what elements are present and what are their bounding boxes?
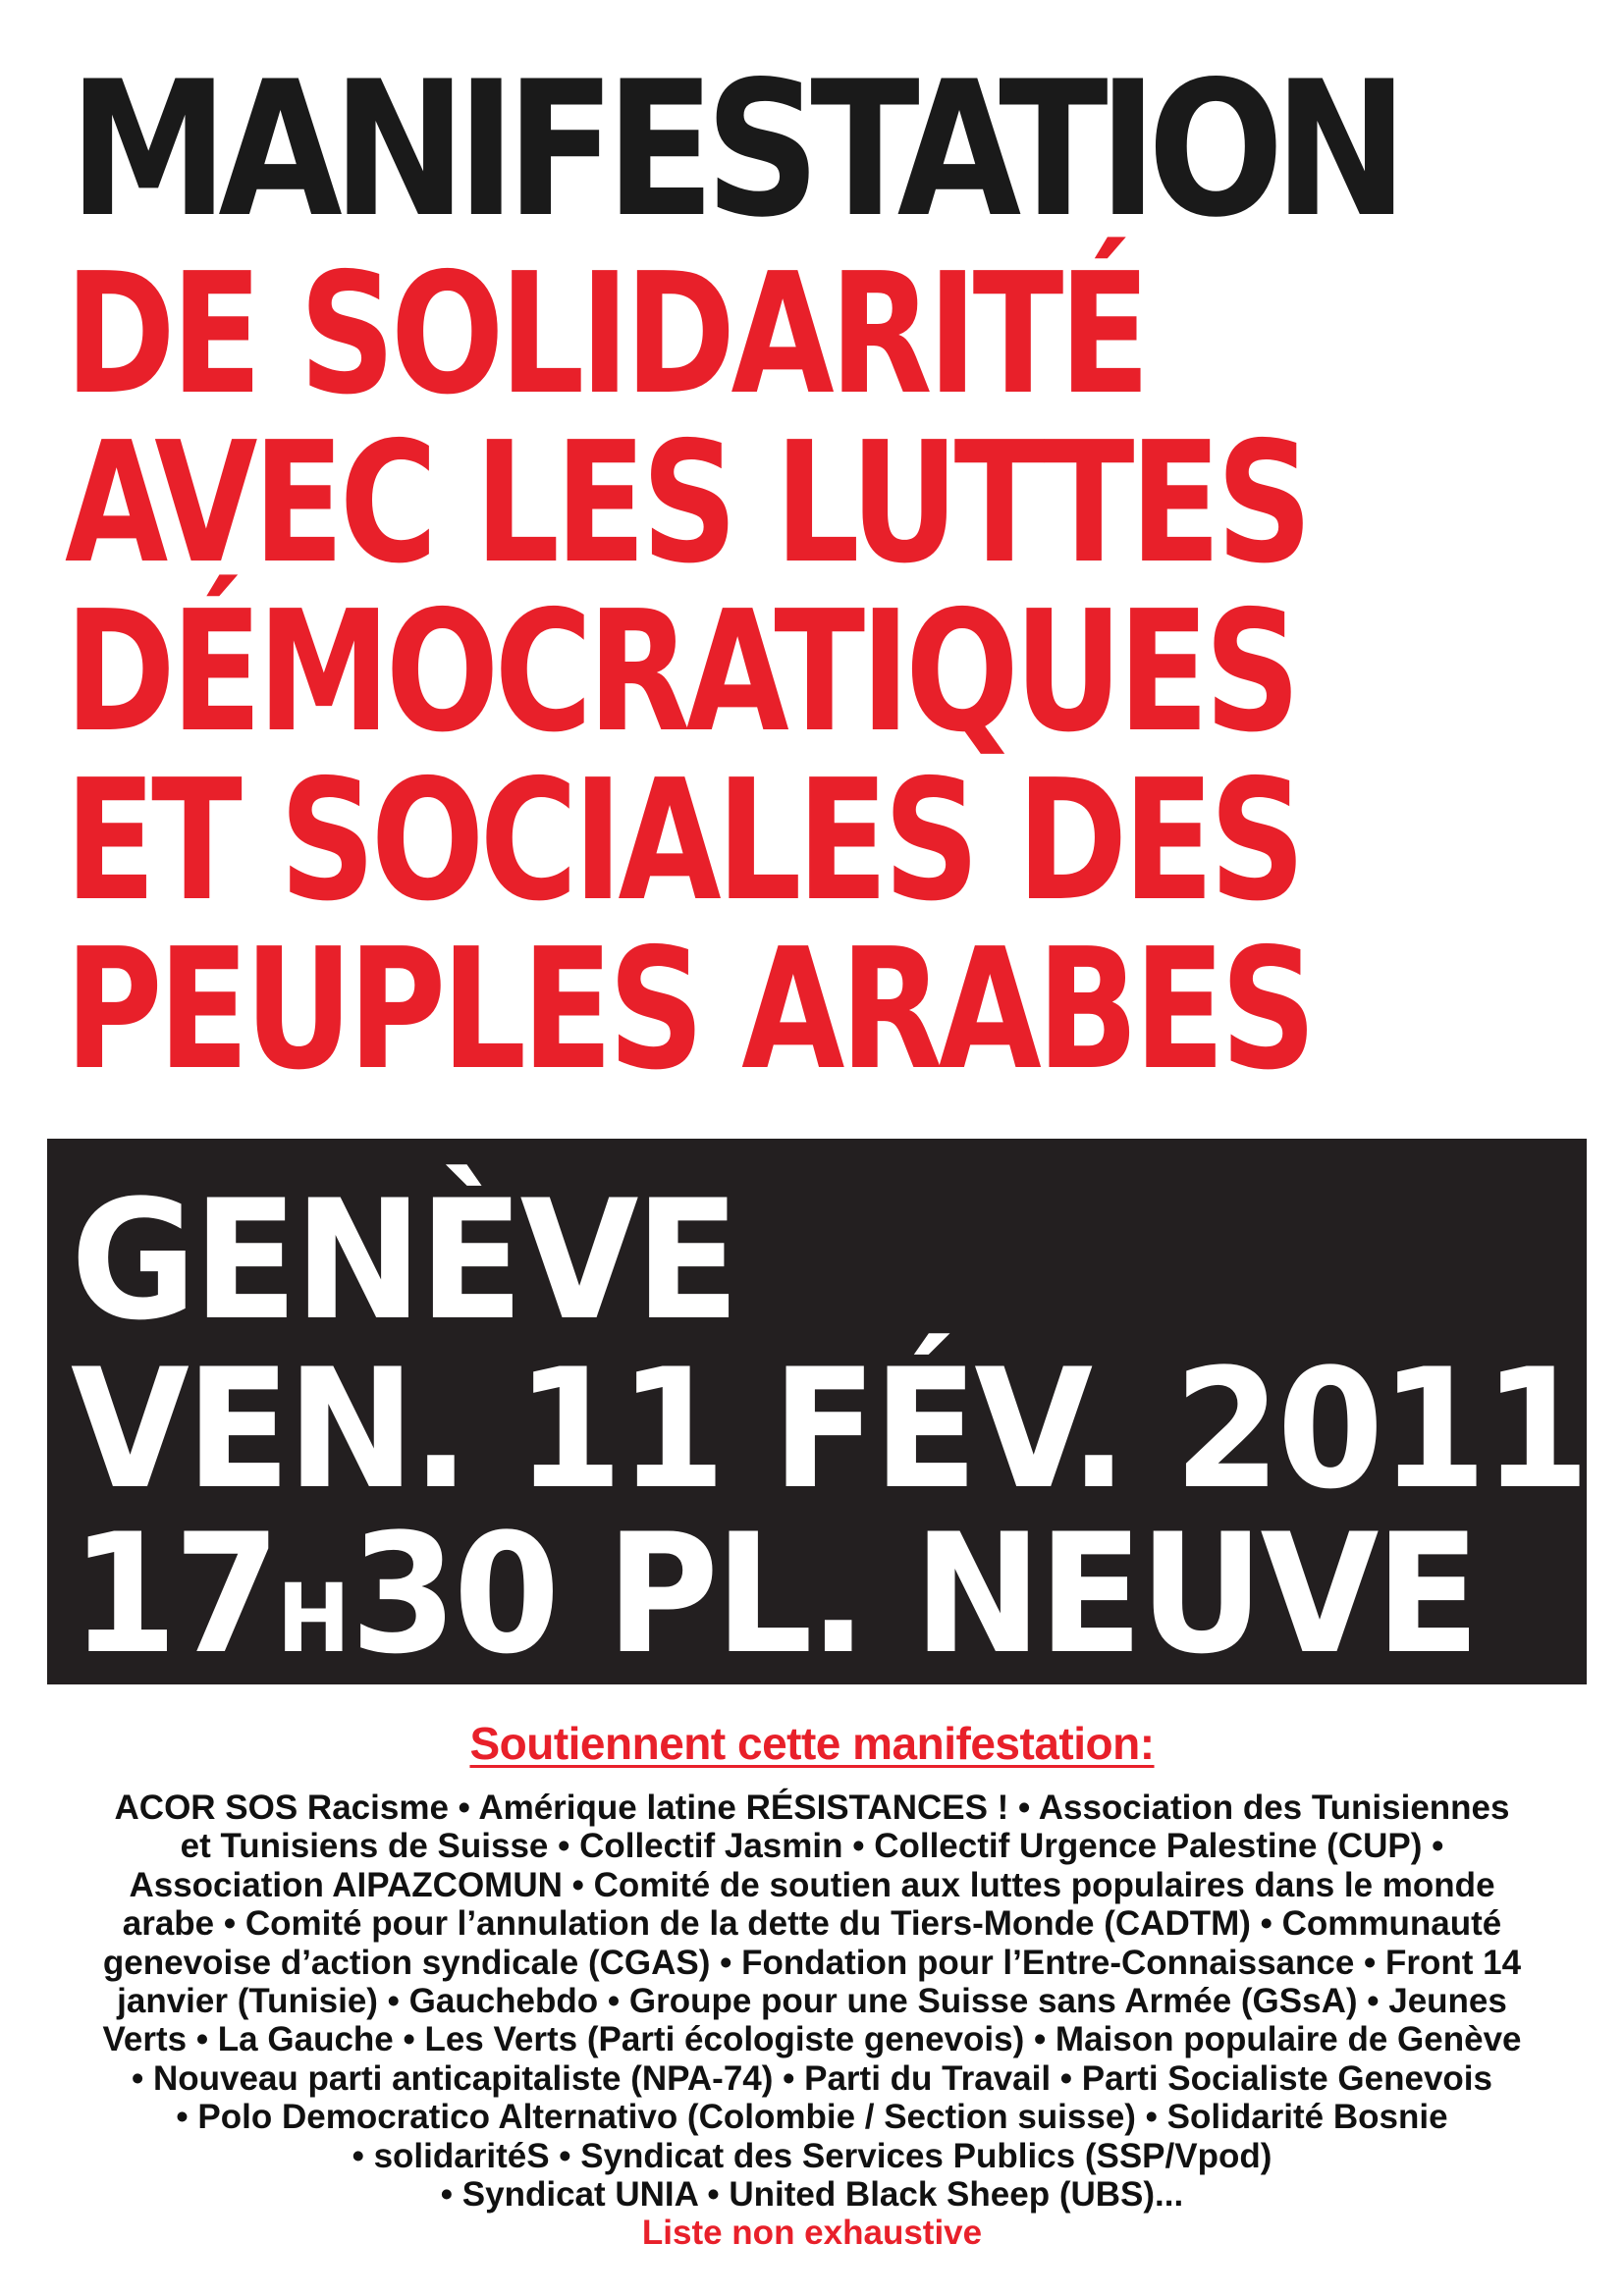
- event-place: PL. NEUVE: [606, 1498, 1477, 1690]
- supporters-line: Verts • La Gauche • Les Verts (Parti écologiste genevois) • Maison populaire de Genève: [102, 2020, 1522, 2059]
- supporters-list: [39, 1789, 1585, 2253]
- supporters-line: genevoise d’action syndicale (CGAS) • Fondation pour l’Entre-Connaissance • Front 14: [102, 1943, 1522, 1982]
- subtitle-block: [65, 238, 1577, 1107]
- event-time-place: [71, 1498, 1477, 1701]
- supporters-line: janvier (Tunisie) • Gauchebdo • Groupe pour une Suisse sans Armée (GSsA) • Jeunes: [117, 1982, 1507, 2021]
- supporters-line: • Syndicat UNIA • United Black Sheep (UBS)...: [440, 2175, 1184, 2215]
- event-time-minutes: 30: [350, 1498, 557, 1690]
- event-time-separator: H: [276, 1564, 351, 1674]
- event-date: VEN. 11 FÉV. 2011: [71, 1333, 1587, 1525]
- event-city: GENÈVE: [71, 1164, 736, 1357]
- supporters-line: arabe • Comité pour l’annulation de la dette du Tiers-Monde (CADTM) • Communauté: [122, 1904, 1502, 1944]
- supporters-line: ACOR SOS Racisme • Amérique latine RÉSISTANCES ! • Association des Tunisiennes: [114, 1789, 1510, 1827]
- supporters-note: Liste non exhaustive: [641, 2214, 983, 2253]
- supporters-line: • Polo Democratico Alternativo (Colombie / Section suisse) • Solidarité Bosnie: [176, 2098, 1448, 2137]
- subtitle-line: ET SOCIALES DES: [65, 744, 1301, 938]
- subtitle-line: DE SOLIDARITÉ: [65, 238, 1146, 432]
- supporters-line: Association AIPAZCOMUN • Comité de soutien aux luttes populaires dans le monde: [129, 1865, 1495, 1904]
- event-info-box: [47, 1139, 1587, 1690]
- supporters-line: et Tunisiens de Suisse • Collectif Jasmin • Collectif Urgence Palestine (CUP) •: [180, 1827, 1444, 1866]
- poster-title: MANIFESTATION: [69, 41, 1398, 258]
- subtitle-line: DÉMOCRATIQUES: [65, 575, 1296, 770]
- event-time-hours: 17: [71, 1498, 277, 1690]
- subtitle-line: AVEC LES LUTTES: [65, 406, 1308, 601]
- subtitle-line: PEUPLES ARABES: [65, 913, 1313, 1107]
- supporters-line: • solidaritéS • Syndicat des Services Publics (SSP/Vpod): [352, 2136, 1272, 2175]
- supporters-line: • Nouveau parti anticapitaliste (NPA-74) • Parti du Travail • Parti Socialiste Genevois: [132, 2058, 1492, 2098]
- supporters-heading: Soutiennent cette manifestation:: [469, 1718, 1155, 1769]
